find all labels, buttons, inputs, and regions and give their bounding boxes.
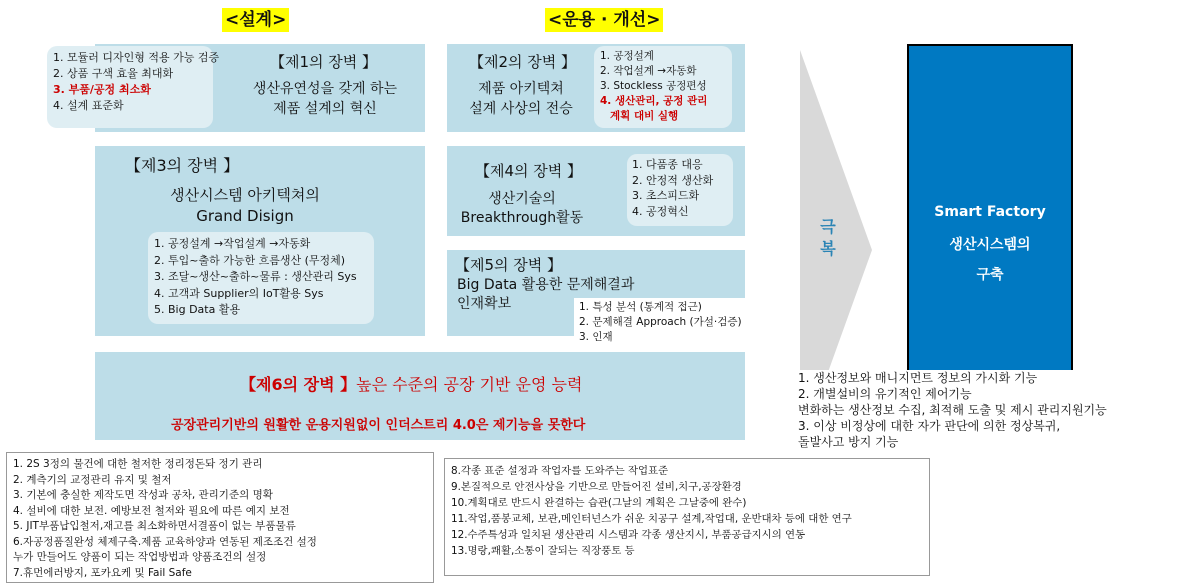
- basics-item: 3. 기본에 충실한 제작도면 작성과 공차, 관리기준의 명확: [13, 489, 273, 501]
- basics-item: 9.본질적으로 안전사상을 기반으로 만들어진 설비,치구,공장환경: [451, 481, 742, 493]
- smart-factory-line3: 구축: [976, 267, 1004, 283]
- wall1-notes: [47, 46, 220, 128]
- smart-factory-line2: 생산시스템의: [949, 237, 1031, 253]
- wall3-item: 1. 공정설계 →작업설계 →자동화: [154, 237, 311, 250]
- wall2-item: 계획 대비 실행: [610, 110, 679, 122]
- overcome-item: 변화하는 생산정보 수집, 최적해 도출 및 제시 관리지원기능: [798, 403, 1107, 417]
- wall4-notes: [627, 154, 733, 226]
- basics-item: 11.작업,품봉교체, 보관,메인터넌스가 쉬운 치공구 설계,작업대, 운반대차 등에 대한 연구: [451, 513, 852, 525]
- design-header: <설계>: [222, 8, 289, 32]
- wall5-item: 2. 문제해결 Approach (가설·검증): [579, 316, 742, 328]
- basics-item: 7.휴먼에러방지, 포카요케 및 Fail Safe: [13, 566, 192, 579]
- overcome-label-2: 복: [820, 239, 836, 258]
- basics-item: 8.각종 표준 설정과 작업자를 도와주는 작업표준: [451, 465, 669, 477]
- basics-item: 10.계획대로 반드시 완결하는 습관(그날의 계획은 그날중에 완수): [451, 497, 747, 509]
- basics-item: 2. 계측기의 교정관리 유지 및 철저: [13, 473, 172, 486]
- smart-factory-line1: Smart Factory: [934, 204, 1046, 220]
- basics-item: 1. 2S 3정의 물건에 대한 철저한 정리정돈돠 정기 관리: [13, 458, 263, 470]
- basics-list-right: [444, 458, 930, 576]
- wall5-notes: [574, 298, 770, 348]
- wall2-item: 4. 생산관리, 공정 관리: [600, 95, 708, 107]
- wall4-item: 4. 공정혁신: [632, 204, 689, 218]
- wall4-subtitle-1: 생산기술의: [488, 191, 556, 207]
- wall5-item: 1. 특성 분석 (통계적 접근): [579, 301, 702, 313]
- wall6-heading: [240, 372, 582, 395]
- wall2-title: 【제2의 장벽 】: [469, 53, 577, 71]
- wall1-title: 【제1의 장벽 】: [270, 53, 378, 71]
- basics-item: 5. JIT부품납입철저,재고를 최소화하면서결품이 없는 부품물류: [13, 520, 296, 532]
- basics-item: 6.자공정품질완성 체제구축.제품 교육하양과 연동된 제조조건 설정: [13, 535, 317, 548]
- overcome-label-1: 극: [820, 217, 836, 236]
- overcome-item: 1. 생산정보와 매니지먼트 정보의 가시화 기능: [798, 371, 1038, 385]
- overcome-item: 2. 개별설비의 유기적인 제어기능: [798, 387, 972, 401]
- operation-header: <운용 · 개선>: [545, 8, 663, 32]
- wall1-item: 4. 설계 표준화: [53, 99, 124, 112]
- wall6-statement: 공장관리기반의 원활한 운용지원없이 인더스트리 4.0은 제기능을 못한다: [171, 418, 586, 433]
- wall3-item: 2. 투입~출하 가능한 흐름생산 (무정체): [154, 253, 346, 267]
- wall4-item: 2. 안정적 생산화: [632, 173, 714, 187]
- wall3-item: 4. 고객과 Supplier의 IoT활용 Sys: [154, 286, 324, 300]
- wall3-subtitle-2: Grand Disign: [196, 207, 294, 225]
- wall6-title-rest: 높은 수준의 공장 기반 운영 능력: [356, 375, 583, 394]
- wall3-notes: [148, 232, 374, 324]
- overcome-list: [796, 370, 1178, 456]
- wall4-item: 1. 다품종 대응: [632, 158, 703, 171]
- wall6-box: [95, 352, 745, 440]
- wall3-item: 3. 조달~생산~출하~물류 : 생산관리 Sys: [154, 270, 357, 283]
- wall1-item: 2. 상품 구색 효율 최대화: [53, 67, 174, 80]
- wall3-item: 5. Big Data 활용: [154, 303, 241, 316]
- wall5-subtitle-2: 인재확보: [457, 296, 512, 312]
- wall3-subtitle-1: 생산시스템 아키텍쳐의: [170, 186, 320, 204]
- overcome-item: 돌발사고 방지 기능: [798, 435, 899, 449]
- wall4-title: 【제4의 장벽 】: [475, 162, 583, 180]
- basics-item: 12.수주특성과 일치된 생산관리 시스템과 각종 생산지시, 부품공급지시의 연동: [451, 529, 806, 541]
- basics-list-left: [6, 452, 434, 583]
- wall1-subtitle-1: 생산유연성을 갖게 하는: [252, 81, 398, 97]
- wall5-item: 3. 인재: [579, 331, 613, 343]
- overcome-label: [816, 216, 840, 260]
- basics-item: 13.명랑,쾌활,소통이 잘되는 직장풍토 등: [451, 545, 635, 557]
- wall2-item: 3. Stockless 공정편성: [600, 80, 707, 92]
- wall3-title: 【제3의 장벽 】: [125, 156, 240, 175]
- basics-item: 4. 설비에 대한 보전. 예방보전 철저와 필요에 따른 예지 보전: [13, 504, 290, 517]
- wall5-title: 【제5의 장벽 】: [455, 256, 563, 274]
- overcome-item: 3. 이상 비정상에 대한 자가 판단에 의한 정상복귀,: [798, 419, 1061, 433]
- wall5-subtitle-1: Big Data 활용한 문제해결과: [457, 277, 635, 293]
- wall2-item: 2. 작업설계 →자동화: [600, 65, 697, 77]
- basics-item: 누가 만들어도 양품이 되는 작업방법과 양품조건의 설정: [13, 551, 267, 563]
- wall1-subtitle-2: 제품 설계의 혁신: [273, 101, 377, 117]
- wall6-title: 【제6의 장벽 】: [240, 375, 357, 394]
- wall4-item: 3. 초스피드화: [632, 189, 700, 202]
- wall2-subtitle-1: 제품 아키텍쳐: [478, 81, 564, 97]
- wall2-subtitle-2: 설계 사상의 전승: [469, 101, 573, 117]
- wall1-item: 1. 모듈러 디자인형 적용 가능 검증: [53, 51, 220, 64]
- wall1-item: 3. 부품/공정 최소화: [53, 83, 151, 96]
- wall2-notes: [594, 46, 732, 128]
- wall2-item: 1. 공정설계: [600, 50, 654, 62]
- wall4-subtitle-2: Breakthrough활동: [460, 210, 584, 226]
